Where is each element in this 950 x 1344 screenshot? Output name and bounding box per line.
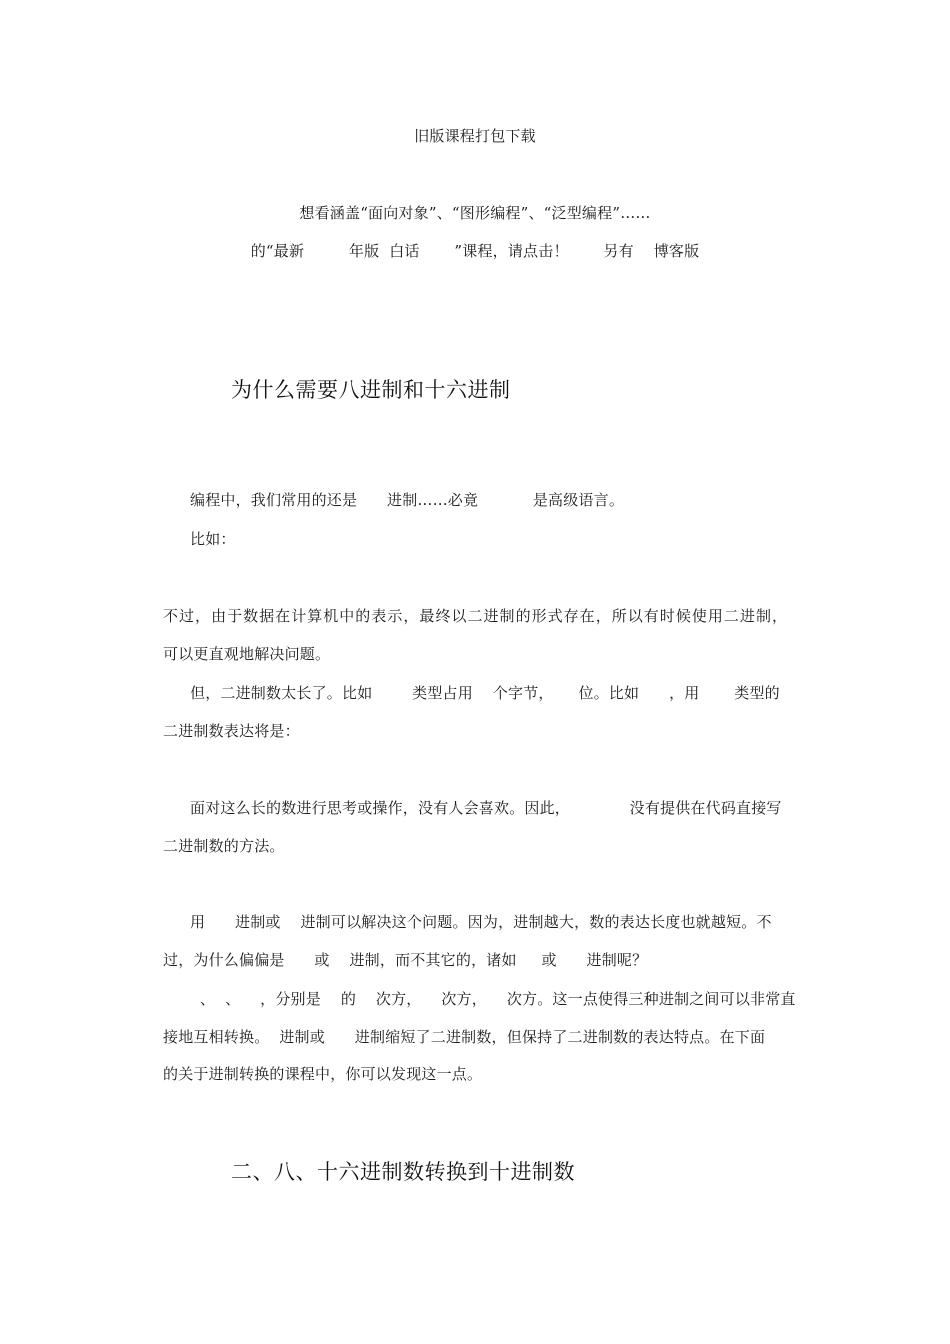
paragraph-5-line-2: 二进制数的方法。 bbox=[163, 837, 285, 855]
paragraph-7-line-2: 接地互相转换。 进制或 进制缩短了二进制数，但保持了二进制数的表达特点。在下面 bbox=[163, 1028, 766, 1046]
promo-line-1: 想看涵盖“面向对象”、“图形编程”、“泛型编程”…… bbox=[299, 204, 651, 222]
paragraph-6-line-2: 过，为什么偏偏是 或 进制，而不其它的，诸如 或 进制呢？ bbox=[163, 951, 648, 969]
promo-line-2[interactable]: 的“最新 年版 白话 ”课程，请点击！ 另有 博客版 bbox=[250, 242, 700, 260]
paragraph-2: 比如： bbox=[190, 530, 236, 548]
section-title-why-octal-hex: 为什么需要八进制和十六进制 bbox=[231, 378, 511, 402]
download-link[interactable]: 旧版课程打包下载 bbox=[414, 127, 536, 145]
paragraph-6-line-1: 用 进制或 进制可以解决这个问题。因为，进制越大，数的表达长度也就越短。不 bbox=[190, 913, 772, 931]
paragraph-3-line-1: 不过，由于数据在计算机中的表示，最终以二进制的形式存在，所以有时候使用二进制， bbox=[163, 607, 787, 625]
paragraph-5-line-1: 面对这么长的数进行思考或操作，没有人会喜欢。因此， 没有提供在代码直接写 bbox=[190, 799, 782, 817]
paragraph-7-line-3: 的关于进制转换的课程中，你可以发现这一点。 bbox=[163, 1065, 483, 1083]
paragraph-1: 编程中，我们常用的还是 进制……必竟 是高级语言。 bbox=[190, 491, 625, 509]
paragraph-7-line-1: 、 、 ，分别是 的 次方， 次方， 次方。这一点使得三种进制之间可以非常直 bbox=[190, 990, 796, 1008]
paragraph-4-line-2: 二进制数表达将是： bbox=[163, 722, 300, 740]
paragraph-3-line-2: 可以更直观地解决问题。 bbox=[163, 645, 331, 663]
section-title-convert-to-decimal: 二、八、十六进制数转换到十进制数 bbox=[231, 1160, 575, 1184]
paragraph-4-line-1: 但，二进制数太长了。比如 类型占用 个字节， 位。比如 ，用 类型的 bbox=[190, 684, 780, 702]
